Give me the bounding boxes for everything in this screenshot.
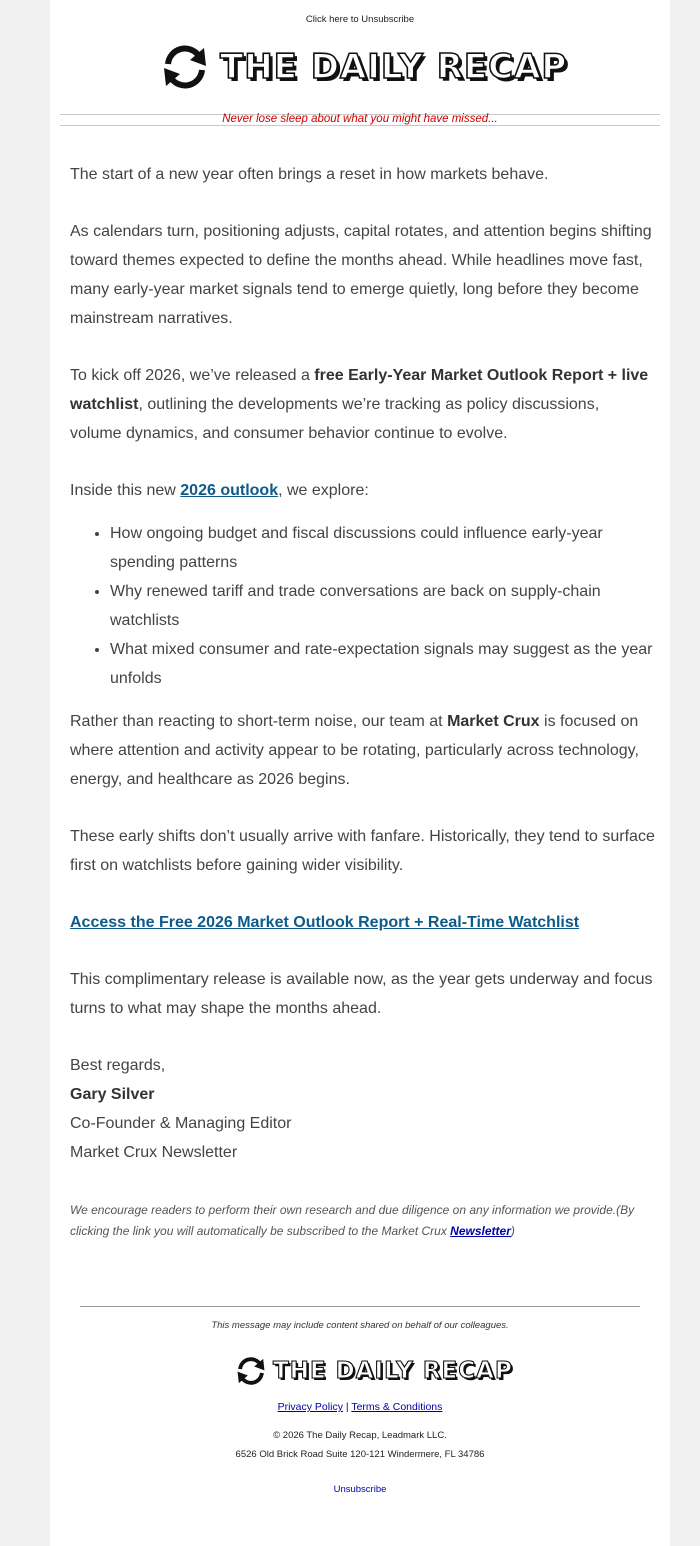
privacy-policy-link[interactable]: Privacy Policy [277, 1401, 343, 1413]
tagline: Never lose sleep about what you might have missed... [222, 113, 498, 125]
refresh-arrows-icon [235, 1355, 267, 1387]
outlook-link[interactable]: 2026 outlook [180, 482, 279, 499]
topics-list [70, 519, 655, 693]
signature [70, 1051, 655, 1167]
unsubscribe-link-top[interactable]: Click here to Unsubscribe [305, 14, 415, 25]
footer-links [50, 1401, 670, 1413]
list-item: • What mixed consumer and rate-expectation signals may suggest as the year unfolds [110, 635, 655, 693]
disclaimer: We encourage readers to perform their own research and due diligence on any information we provide.(By clicking the link you will automatically be subscribed to the Market Crux Newsletter) [70, 1203, 635, 1238]
paragraph-team: Rather than reacting to short-term noise, our team at Market Crux is focused on where attention and activity appear to be rotating, particularly across technology, energy, and healthcare as 2026 begins. [70, 713, 639, 788]
signer-title: Co-Founder & Managing Editor [70, 1115, 292, 1132]
closing: Best regards, [70, 1057, 166, 1074]
cta-link[interactable]: Access the Free 2026 Market Outlook Report + Real-Time Watchlist [70, 914, 580, 931]
refresh-arrows-icon [160, 42, 210, 92]
email-body [70, 160, 655, 1195]
copyright: © 2026 The Daily Recap, Leadmark LLC. [273, 1430, 447, 1441]
newsletter-link[interactable]: Newsletter [450, 1224, 511, 1238]
paragraph-inside: Inside this new 2026 outlook, we explore: [70, 482, 369, 499]
paragraph-calendars: As calendars turn, positioning adjusts, capital rotates, and attention begins shifting toward themes expected to define the months ahead. While headlines move fast, many early-year market signals tend to emerge quietly, long before they become mainstream narratives. [70, 223, 652, 327]
email-container [50, 0, 670, 1546]
paragraph-shifts: These early shifts don’t usually arrive with fanfare. Historically, they tend to surface first on watchlists before gaining wider visibility. [70, 828, 655, 874]
footer-divider [80, 1306, 640, 1307]
link-separator: | [345, 1401, 349, 1413]
paragraph-release: This complimentary release is available now, as the year gets underway and focus turns to what may shape the months ahead. [70, 971, 653, 1017]
logo [160, 42, 567, 92]
market-crux-bold: Market Crux [447, 713, 540, 730]
footer-note: This message may include content shared on behalf of our colleagues. [211, 1320, 509, 1331]
signer-name: Gary Silver [70, 1086, 155, 1103]
paragraph-kickoff: To kick off 2026, we’ve released a free Early-Year Market Outlook Report + live watchlist, outlining the developments we’re tracking as policy discussions, volume dynamics, and consumer behavior continue to evolve. [70, 367, 649, 442]
divider-bottom [60, 125, 660, 126]
logo-text: THE DAILY RECAP [220, 47, 568, 87]
list-item: • How ongoing budget and fiscal discussions could influence early-year spending patterns [110, 519, 655, 577]
footer-logo [235, 1354, 513, 1388]
signer-org: Market Crux Newsletter [70, 1144, 238, 1161]
terms-link[interactable]: Terms & Conditions [351, 1401, 443, 1413]
footer-logo-text: THE DAILY RECAP [273, 1357, 513, 1384]
unsubscribe-link-bottom[interactable]: Unsubscribe [333, 1484, 387, 1495]
paragraph-intro: The start of a new year often brings a reset in how markets behave. [70, 166, 549, 183]
report-highlight: free Early-Year Market Outlook Report + live watchlist [70, 367, 649, 413]
address: 6526 Old Brick Road Suite 120-121 Windermere, FL 34786 [235, 1449, 485, 1460]
unsubscribe-footer [50, 1484, 670, 1495]
cta-paragraph [70, 908, 655, 937]
list-item: • Why renewed tariff and trade conversations are back on supply-chain watchlists [110, 577, 655, 635]
